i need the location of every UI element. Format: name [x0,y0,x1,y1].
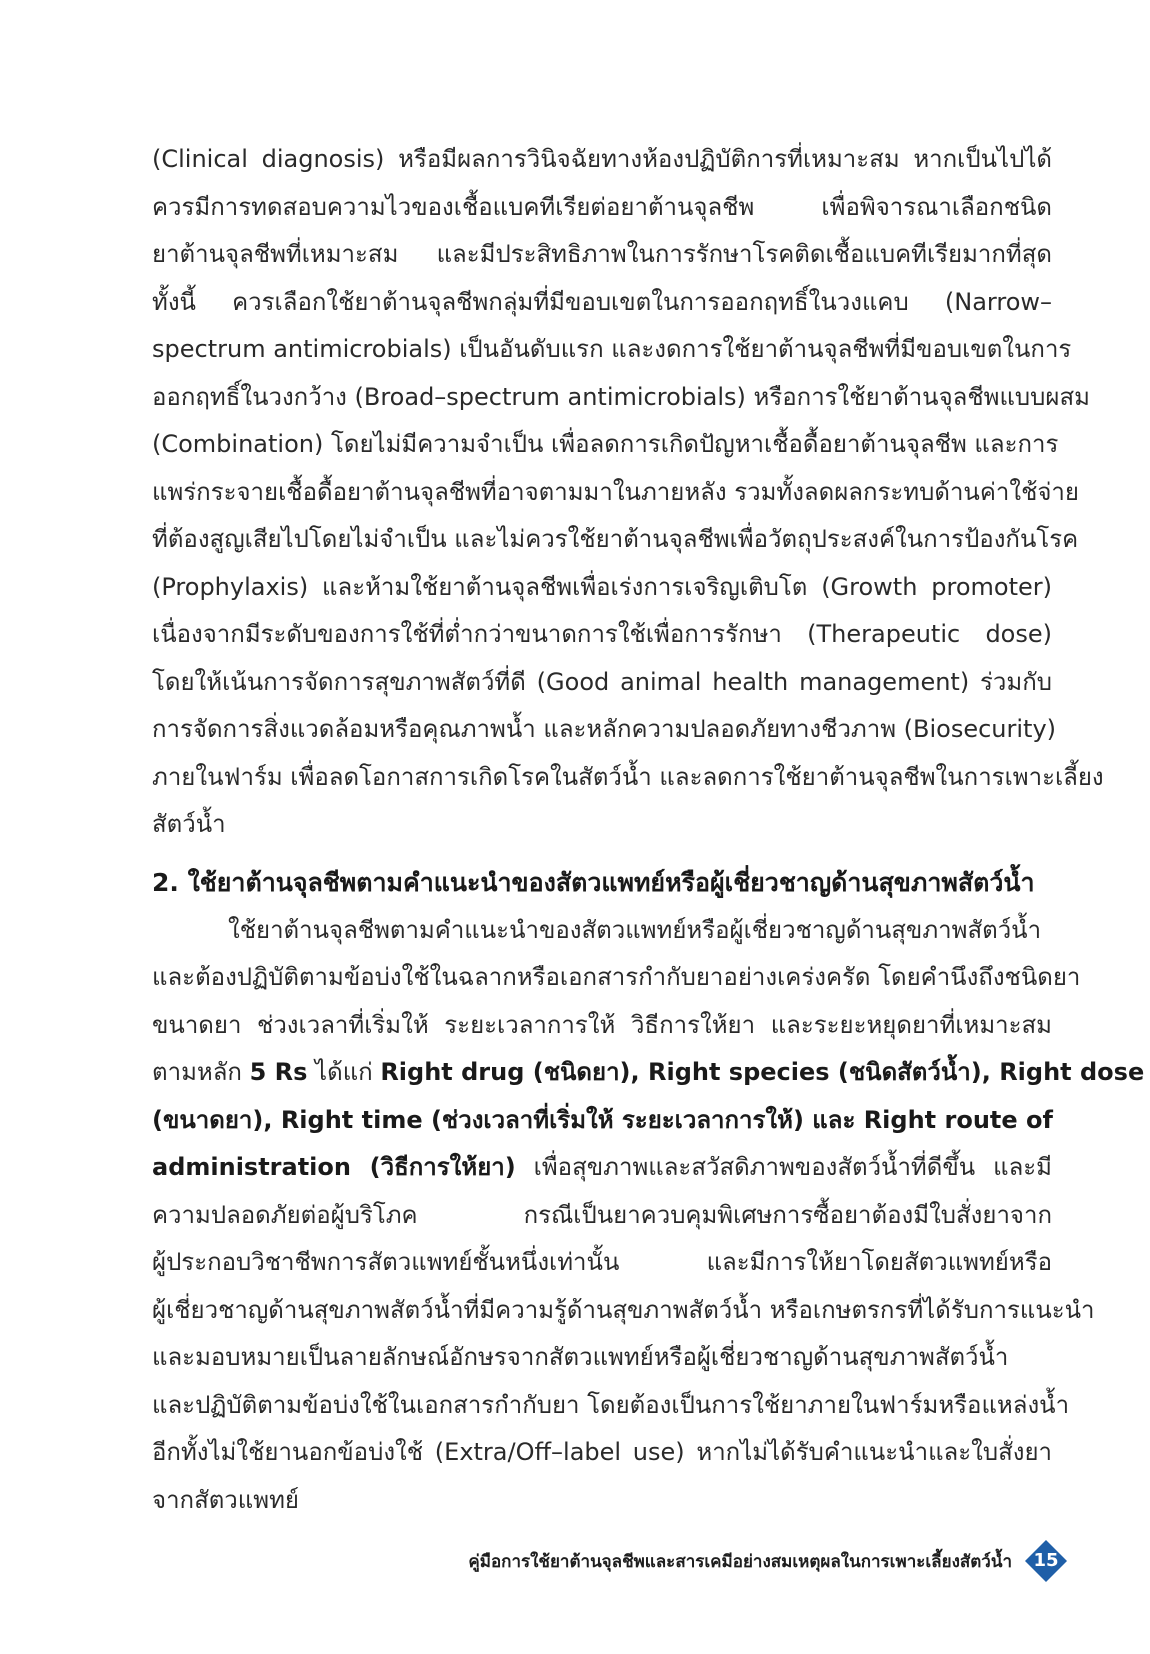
paragraph-line: ที่ต้องสูญเสียไปโดยไม่จำเป็น และไม่ควรใช้ยาต้านจุลชีพเพื่อวัตถุประสงค์ในการป้องกันโรค [152,525,1079,553]
paragraph-1 [152,136,1104,849]
paragraph-line: และปฏิบัติตามข้อบ่งใช้ในเอกสารกำกับยา โดยต้องเป็นการใช้ยาภายในฟาร์มหรือแหล่งน้ำ [152,1390,1070,1419]
paragraph-line: ผู้ประกอบวิชาชีพการสัตวแพทย์ชั้นหนึ่งเท่านั้น และมีการให้ยาโดยสัตวแพทย์หรือ [152,1248,1052,1276]
paragraph-line: ทั้งนี้ ควรเลือกใช้ยาต้านจุลชีพกลุ่มที่มีขอบเขตในการออกฤทธิ์ในวงแคบ (Narrow– [152,287,1052,316]
page-footer [468,1537,1068,1585]
running-footer-title: คู่มือการใช้ยาต้านจุลชีพและสารเคมีอย่างสมเหตุผลในการเพาะเลี้ยงสัตว์น้ำ [468,1551,1012,1572]
paragraph-line [152,1144,1052,1192]
paragraph-line: ใช้ยาต้านจุลชีพตามคำแนะนำของสัตวแพทย์หรือผู้เชี่ยวชาญด้านสุขภาพสัตว์น้ำ [228,915,1042,944]
text-run: ได้แก่ [307,1058,381,1086]
paragraph-line: การจัดการสิ่งแวดล้อมหรือคุณภาพน้ำ และหลักความปลอดภัยทางชีวภาพ (Biosecurity) [152,715,1057,743]
body-text [152,136,1145,1524]
paragraph-line: ขนาดยา ช่วงเวลาที่เริ่มให้ ระยะเวลาการให้ วิธีการให้ยา และระยะหยุดยาที่เหมาะสม [152,1010,1052,1039]
paragraph-line: (ขนาดยา), Right time (ช่วงเวลาที่เริ่มให้ ระยะเวลาการให้) และ Right route of [152,1105,1053,1134]
text-run: ตามหลัก [152,1058,250,1086]
paragraph-line: ภายในฟาร์ม เพื่อลดโอกาสการเกิดโรคในสัตว์น้ำ และลดการใช้ยาต้านจุลชีพในการเพาะเลี้ยง [152,762,1104,791]
bold-text: administration (วิธีการให้ยา) [152,1153,516,1181]
paragraph-line: และมอบหมายเป็นลายลักษณ์อักษรจากสัตวแพทย์หรือผู้เชี่ยวชาญด้านสุขภาพสัตว์น้ำ [152,1343,1009,1371]
paragraph-line: (Combination) โดยไม่มีความจำเป็น เพื่อลดการเกิดปัญหาเชื้อดื้อยาต้านจุลชีพ และการ [152,430,1059,458]
paragraph-line: (Clinical diagnosis) หรือมีผลการวินิจฉัยทางห้องปฏิบัติการที่เหมาะสม หากเป็นไปได้ [152,145,1052,173]
paragraph-line: และต้องปฏิบัติตามข้อบ่งใช้ในฉลากหรือเอกสารกำกับยาอย่างเคร่งครัด โดยคำนึงถึงชนิดยา [152,963,1081,991]
paragraph-line: (Prophylaxis) และห้ามใช้ยาต้านจุลชีพเพื่อเร่งการเจริญเติบโต (Growth promoter) [152,572,1052,601]
paragraph-line: โดยให้เน้นการจัดการสุขภาพสัตว์ที่ดี (Good animal health management) ร่วมกับ [152,667,1052,696]
paragraph-line: spectrum antimicrobials) เป็นอันดับแรก และงดการใช้ยาต้านจุลชีพที่มีขอบเขตในการ [152,335,1072,363]
bold-text: 5 Rs [249,1058,308,1086]
paragraph-line: สัตว์น้ำ [152,810,226,838]
bold-text: Right drug (ชนิดยา), Right species (ชนิดสัตว์น้ำ), Right dose [380,1058,1145,1086]
paragraph-line: แพร่กระจายเชื้อดื้อยาต้านจุลชีพที่อาจตามมาในภายหลัง รวมทั้งลดผลกระทบด้านค่าใช้จ่าย [152,477,1079,506]
paragraph-line: ผู้เชี่ยวชาญด้านสุขภาพสัตว์น้ำที่มีความรู้ด้านสุขภาพสัตว์น้ำ หรือเกษตรกรที่ได้รับการแนะนำ [152,1295,1095,1324]
paragraph-line: จากสัตวแพทย์ [152,1485,299,1514]
section-heading: 2. ใช้ยาต้านจุลชีพตามคำแนะนำของสัตวแพทย์หรือผู้เชี่ยวชาญด้านสุขภาพสัตว์น้ำ [152,867,1035,897]
paragraph-line: ยาต้านจุลชีพที่เหมาะสม และมีประสิทธิภาพในการรักษาโรคติดเชื้อแบคทีเรียมากที่สุด [152,240,1052,268]
paragraph-line: ควรมีการทดสอบความไวของเชื้อแบคทีเรียต่อยาต้านจุลชีพ เพื่อพิจารณาเลือกชนิด [152,192,1052,221]
paragraph-line [152,1049,1145,1097]
text-run: เพื่อสุขภาพและสวัสดิภาพของสัตว์น้ำที่ดีขึ้น และมี [515,1153,1052,1181]
paragraph-line: ความปลอดภัยต่อผู้บริโภค กรณีเป็นยาควบคุมพิเศษการซื้อยาต้องมีใบสั่งยาจาก [152,1200,1052,1229]
page-number: 15 [1033,1550,1059,1571]
paragraph-line: เนื่องจากมีระดับของการใช้ที่ต่ำกว่าขนาดการใช้เพื่อการรักษา (Therapeutic dose) [152,620,1052,648]
paragraph-line: อีกทั้งไม่ใช้ยานอกข้อบ่งใช้ (Extra/Off–label use) หากไม่ได้รับคำแนะนำและใบสั่งยา [152,1438,1052,1466]
page-number-badge [1024,1539,1068,1583]
paragraph-line: ออกฤทธิ์ในวงกว้าง (Broad–spectrum antimicrobials) หรือการใช้ยาต้านจุลชีพแบบผสม [152,382,1090,411]
paragraph-2 [152,907,1145,1525]
